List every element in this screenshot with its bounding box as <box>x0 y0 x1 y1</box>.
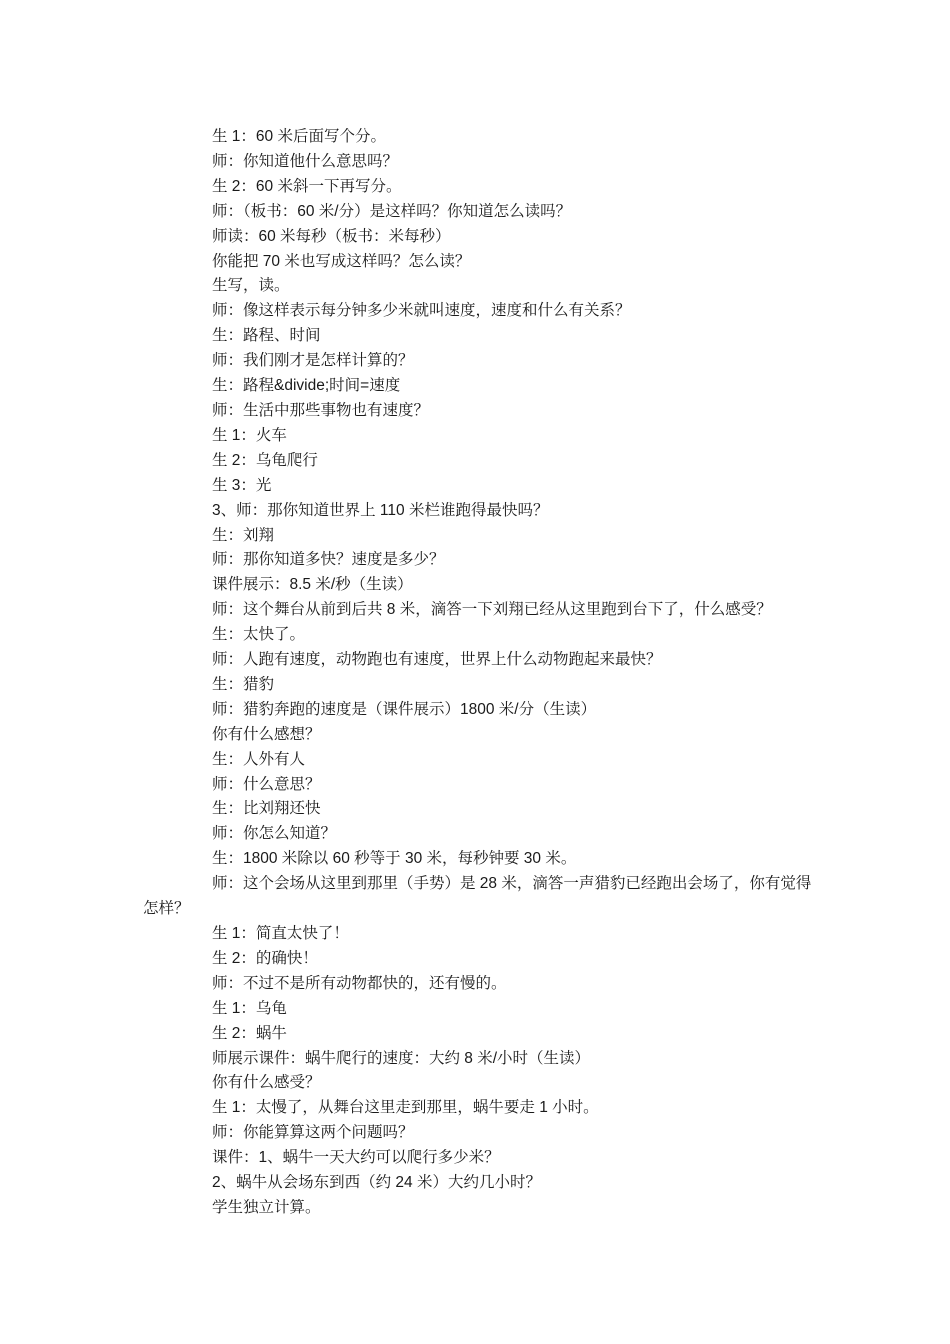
paragraph-line: 生 1：简直太快了！ <box>212 925 349 942</box>
paragraph-line: 生 1：太慢了，从舞台这里走到那里，蜗牛要走 1 小时。 <box>212 1099 599 1117</box>
paragraph-line: 你有什么感受？ <box>212 1074 321 1092</box>
paragraph-line: 师：不过不是所有动物都快的，还有慢的。 <box>212 974 507 992</box>
paragraph-line: 生 2：60 米斜一下再写分。 <box>212 177 402 195</box>
paragraph-line: 师：这个会场从这里到那里（手势）是 28 米，滴答一声猎豹已经跑出会场了，你有觉得怎样？ <box>143 875 812 918</box>
paragraph-line: 生 2：乌龟爬行 <box>212 451 318 469</box>
paragraph-line: 生：1800 米除以 60 秒等于 30 米，每秒钟要 30 米。 <box>212 850 577 868</box>
paragraph-line: 学生独立计算。 <box>212 1198 321 1216</box>
paragraph-line: 生：人外有人 <box>212 750 306 768</box>
paragraph-line: 师：你能算算这两个问题吗？ <box>212 1124 414 1142</box>
paragraph-line: 师：你怎么知道？ <box>212 825 337 843</box>
paragraph-line: 课件：1、蜗牛一天大约可以爬行多少米？ <box>212 1149 500 1167</box>
paragraph-line: 你能把 70 米也写成这样吗？怎么读？ <box>212 252 471 270</box>
paragraph-line: 师：猎豹奔跑的速度是（课件展示）1800 米/分（生读） <box>212 700 597 718</box>
paragraph-line: 生写，读。 <box>212 277 290 295</box>
document-body <box>143 125 823 1221</box>
paragraph-line: 你有什么感想？ <box>212 725 321 743</box>
paragraph-line: 师：那你知道多快？速度是多少？ <box>212 551 445 569</box>
paragraph-line: 3、师：那你知道世界上 110 米栏谁跑得最快吗？ <box>212 501 549 519</box>
paragraph-line: 2、蜗牛从会场东到西（约 24 米）大约几小时？ <box>212 1174 541 1192</box>
paragraph-line: 师：（板书：60 米/分）是这样吗？你知道怎么读吗？ <box>212 202 572 220</box>
paragraph-line: 生 1：60 米后面写个分。 <box>212 128 386 145</box>
paragraph-line: 生：太快了。 <box>212 626 306 644</box>
paragraph-line: 生 2：蜗牛 <box>212 1024 287 1042</box>
paragraph-line: 生：比刘翔还快 <box>212 800 321 818</box>
paragraph-line: 课件展示：8.5 米/秒（生读） <box>212 576 413 594</box>
paragraph-line: 师读：60 米每秒（板书：米每秒） <box>212 227 451 245</box>
paragraph-line: 生 1：火车 <box>212 426 287 444</box>
paragraph-line: 生：刘翔 <box>212 526 275 544</box>
paragraph-line: 生 1：乌龟 <box>212 999 287 1017</box>
paragraph-line: 师：生活中那些事物也有速度？ <box>212 401 430 419</box>
paragraph-line: 师：什么意思？ <box>212 775 321 793</box>
paragraph-line: 师：我们刚才是怎样计算的？ <box>212 352 414 370</box>
paragraph-line: 生：猎豹 <box>212 675 275 693</box>
paragraph-line: 师：这个舞台从前到后共 8 米，滴答一下刘翔已经从这里跑到台下了，什么感受？ <box>212 601 772 619</box>
paragraph-line: 师：你知道他什么意思吗？ <box>212 152 399 170</box>
paragraph-line: 师展示课件：蜗牛爬行的速度：大约 8 米/小时（生读） <box>212 1049 591 1067</box>
paragraph-line: 生 3：光 <box>212 476 272 494</box>
paragraph-line: 生 2：的确快！ <box>212 949 318 967</box>
paragraph-line: 师：人跑有速度，动物跑也有速度，世界上什么动物跑起来最快？ <box>212 651 662 669</box>
paragraph-line: 师：像这样表示每分钟多少米就叫速度，速度和什么有关系？ <box>212 302 631 320</box>
paragraph-line: 生：路程&divide;时间=速度 <box>212 377 401 395</box>
paragraph-line: 生：路程、时间 <box>212 327 321 345</box>
